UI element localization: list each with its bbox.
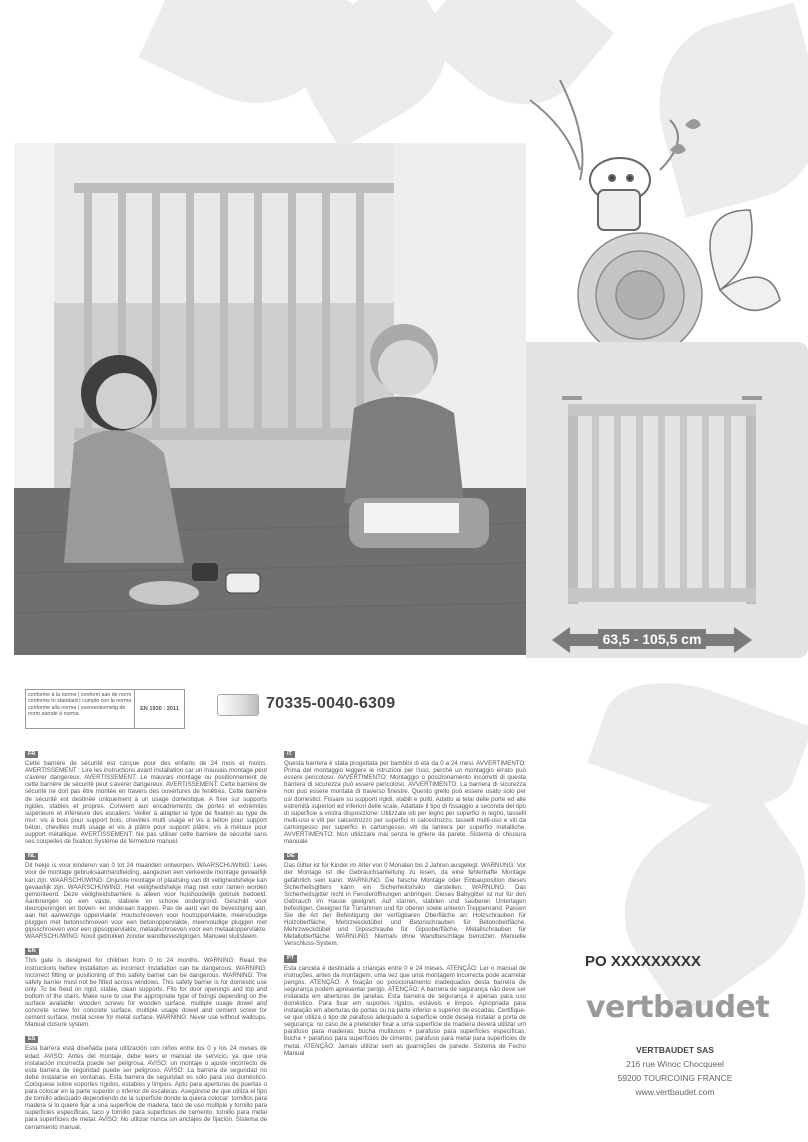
width-range-label: 63,5 - 105,5 cm bbox=[598, 629, 706, 649]
section-en bbox=[25, 947, 267, 1028]
lang-badge: EN bbox=[25, 948, 39, 955]
section-pt bbox=[284, 954, 526, 1056]
section-text: This gate is designed for children from 0 to 24 months. WARNING: Read the instructions before installation as incorrect installation can be dangerous. WARNING: Incorrect fitting or positioning of this safety barrier can be dangerous. WARNING: The safety barrier must not be fitted across windows. This safety barrier is for domestic use only. To be fixed on rigid, stable, clean supports. Fits for door openings and top and bottom of the stairs. Make sure to use the appropriate type of fixings depending on the surface available: wooden screws for wooden surface, multiple usage dowel and concrete screw for concrete surface, multiple usage dowel and cement screw for cement surface, metal screw for metal surface. WARNING: Never use without wallcups. Manual closure system. bbox=[25, 957, 267, 1029]
address-street: 216 rue Winoc Chocqueel bbox=[626, 1059, 724, 1069]
section-it bbox=[284, 750, 526, 845]
product-photo bbox=[14, 143, 526, 655]
section-text: Dit hekje is voor kinderen van 0 tot 24 maanden ontworpen. WAARSCHUWING: Lees voor de montage gebruiksaanhandleiding, aangezien een verkeerde montage gevaarlijk kan zijn. WAARSCHUWING: Onjuiste montage of plaatsing van dit veiligheidshekje kan gevaarlijk zijn. WAARSCHUWING: Het veiligheidshekje mag niet voor ramen worden gemonteerd. Deze veiligheidsbarrière is alleen voor huishoudelijk gebruik bedoeld. Aanbrengen op een vaste, stabiele en schone ondergrond. Geschikt voor deuropeningen en boven- en onderaan trappen. Pas de aard van de bevestiging aan, aan het aanwezige oppervlakte: Houtschroeven voor houtoppervlakte, meervoudige pluggen met betonschroeven voor een betonoppervlakte, meervoudige pluggen met gipsschroeven voor een gipsoppervlakte, metaalschroeven voor een metaaloppervlakte. WAARSCHUWING: Nooit gebruiken zonder wandbevestigingen. Manueel sluitsteem. bbox=[25, 862, 267, 941]
background-leaf bbox=[591, 780, 808, 1020]
section-text: Cette barrière de sécurité est conçue pour des enfants de 24 mois et moins. AVERTISSEMENT : Lire les instructions avant installation car un mauvais montage peut s'avérer dangereux. AVERTISSEMENT: Le mauvais montage ou positionnement de cette barrière de sécurité peut s'avérer dangereux. AVERTISSEMENT: Cette barrière de sécurité ne doit pas être montée en travers des ouvertures de fenêtres. Cette barrière de sécurité est destinée uniquement à un usage domestique. A fixer sur supports rigides, stables et propres. Convient aux encadrements de portes et extrémités supérieure et inférieure des escaliers. Veiller à adapter le type de fixation au type de mur: vis à bois pour support bois, chevilles multi usage et vis à béton pour support béton, chevilles multi usage et vis à plâtre pour support plâtre, vis à métaux pour support métallique. AVERTISSEMENT: Ne pas utiliser cette barrière de sécurité sans ses coupelles de fixation.Système de fermeture manuel. bbox=[25, 760, 267, 846]
norm-code: EN 1930 : 2011 bbox=[140, 706, 179, 712]
section-text: Esta barrera está diseñada para utilización con niños entre los 0 y los 24 meses de edad. AVISO: Antes del montaje, debe leers el manual de servicio, ya que una instalación incorrecta puede ser peligrosa. AVISO: un montaje o ajuste incorrecto de esta barrera de seguridad puede ser peligroso. AVISO: La barrera de seguridad no debe instalarse en ventanas. Esta barrera de seguridad es sólo para uso doméstico. Colóquese sobre soportes rígidos, estables y limpios. Apto para aperturas de puertas o para colocar en la parte superior o inferior de escaleras. Asegúrese de que utiliza el tipo de tornillo adecuado dependiendo de la superficie donde la quiera colocar: tornillos para madera si lo quiere fijar a una superficie de madera, taco de uso múltiple y tornillo para superficies específicas, taco y tornillo para superficies de cemento, tornillo para metal para superficies de metal. AVISO: No utilizar nunca sin anclajes de fijación. Sistema de cerramiento manual. bbox=[25, 1045, 267, 1131]
address-city: 59200 TOURCOING FRANCE bbox=[617, 1073, 733, 1083]
company-name: VERTBAUDET SAS bbox=[636, 1045, 714, 1055]
butterfly-icon bbox=[710, 210, 780, 310]
width-measure bbox=[552, 627, 752, 653]
instructions-column-left bbox=[25, 750, 267, 1138]
po-number: PO XXXXXXXXX bbox=[585, 953, 701, 970]
bird-icon bbox=[590, 158, 650, 230]
section-nl bbox=[25, 852, 267, 940]
section-text: Questa barriera è stata progettata per bambini di età da 0 a 24 mesi. AVVERTIMENTO: Prima del montaggio leggere le istruzioni per l'uso, perchè un montaggio errato può essere pericoloso. AVVERTIMENTO: Montaggio o posizionamento incorretti di questa barriera di sicurezza può essere pericoloso. AVVERTIMENTO: La barriera di sicurezza non può essere montata di traverso finestre. Questo grello può essere usato solo per usi domestici. Fissare su supporti rigidi, stabili e puliti. Adatto ai telai delle porte ed alle estremità superiori ed inferiori delle scale. Adattate il tipo di fissaggio a seconda del tipo di superficie a vostra disposizione: Utilizzate viti per legno per superfici in legno, tasselli multi-uso e viti per calcestruzzo per superfici in calcestruzzo, tasselli multi-uso e viti da cartongesso per superfici in cartongesso, viti da lamiera per superfici metalliche. AVVERTIMENTO: Non utilizzare mai senza le ghiere da parete. Sistema di chiusura manuale bbox=[284, 760, 526, 846]
lang-badge: ES bbox=[25, 1036, 38, 1043]
lang-badge: NL bbox=[25, 853, 38, 860]
norm-text: conforme à la norme | conform aan de norm conforms to standard | cumple con la norma conforme alla norma | overeenkomstig de norm atende à norma bbox=[26, 690, 135, 728]
section-text: Das Gitter ist für Kinder im Alter von 0 Monaten bis 2 Jahren ausgelegt. WARNUNG: Vor der Montage ist die Gebrauchsanleitung zu lesen, da eine fehlerhafte Montage gefährlich sein kann. WARNUNG: Die falsche Montage oder Einbauposition dieses Sicherheitsgitters kann ein Sicherheitsrisiko darstellen. WARNUNG: Das Sicherheitsgitter nicht in Fensteröffnungen anbringen. Dieses Babygitter ist nur für den Gebrauch im Hause geeignet. Auf starren, stabilen und sauberen Unterlagen befestigen. Geeignet für Türrahmen und für oberen sowie unteren Treppenrand. Passen Sie die Art der Befestigung der verfügbaren Oberfläche an: Holzschrauben für Holzoberfläche, Mehrzweckdübel und Betonschrauben für Betonoberfläche, Mehrzweckdübel und Gipsschraube für Gipsoberfläche, Metallschrauben für Metalloberfläche. WARNUNG: Niemals ohne Wandbeschläge benutzen. Manuelle Verschluss-System. bbox=[284, 862, 526, 948]
instructions-column-right bbox=[284, 750, 526, 1064]
lang-badge: FR bbox=[25, 751, 38, 758]
section-de bbox=[284, 852, 526, 947]
company-address bbox=[600, 1043, 750, 1099]
product-code: 70335-0040-6309 bbox=[266, 695, 396, 712]
color-swatch bbox=[217, 694, 259, 716]
lang-badge: PT bbox=[284, 955, 297, 962]
arrow-right-icon bbox=[734, 627, 752, 653]
brand-logo: vertbaudet bbox=[586, 990, 770, 1025]
lang-badge: IT bbox=[284, 751, 295, 758]
section-fr bbox=[25, 750, 267, 845]
background-leaf bbox=[587, 659, 808, 831]
section-es bbox=[25, 1035, 267, 1130]
flower-illustration bbox=[520, 60, 808, 350]
gate-product-drawing bbox=[562, 390, 762, 610]
norm-box bbox=[25, 689, 185, 729]
lang-badge: DE bbox=[284, 853, 298, 860]
product-panel bbox=[526, 342, 808, 658]
section-text: Esta cancela é destinada a crianças entre 0 e 24 meses. ATENÇÃO: Ler o manual de instruções, antes da montagem, uma vez que uma montagem incorrecta pode acarretar perigos. ATENÇÃO: A fixação ou posicionamento inadequados desta barreira de segurança podem apresentar perigo. ATENÇÃO: A barreira de segurança não deve ser instalada em aberturas de janelas. Esta barreira de segurança é apenas para uso doméstico. Para fixar em suportes rígidos, estáveis e limpos. Apropriada para instalação em aberturas de portas ou na parte inferior e superior de escadas. Certifique-se que utiliza o tipo de parafuso adequado à superfície onde deseja instalar a porta de segurança: no caso de a pretender fixar a uma superfície de madeira deverá utilizar um parafuso para madeiras; bucha multiusos + parafuso para superfícies específicas; bucha + parafuso para superfícies de cimento; parafuso para metal para superfícies de metal. ATENÇÃO: Jamais utilizar sem as guarnições de parede. Sistema de Fecho Manual bbox=[284, 964, 526, 1057]
website-link[interactable]: www.vertbaudet.com bbox=[635, 1087, 715, 1097]
